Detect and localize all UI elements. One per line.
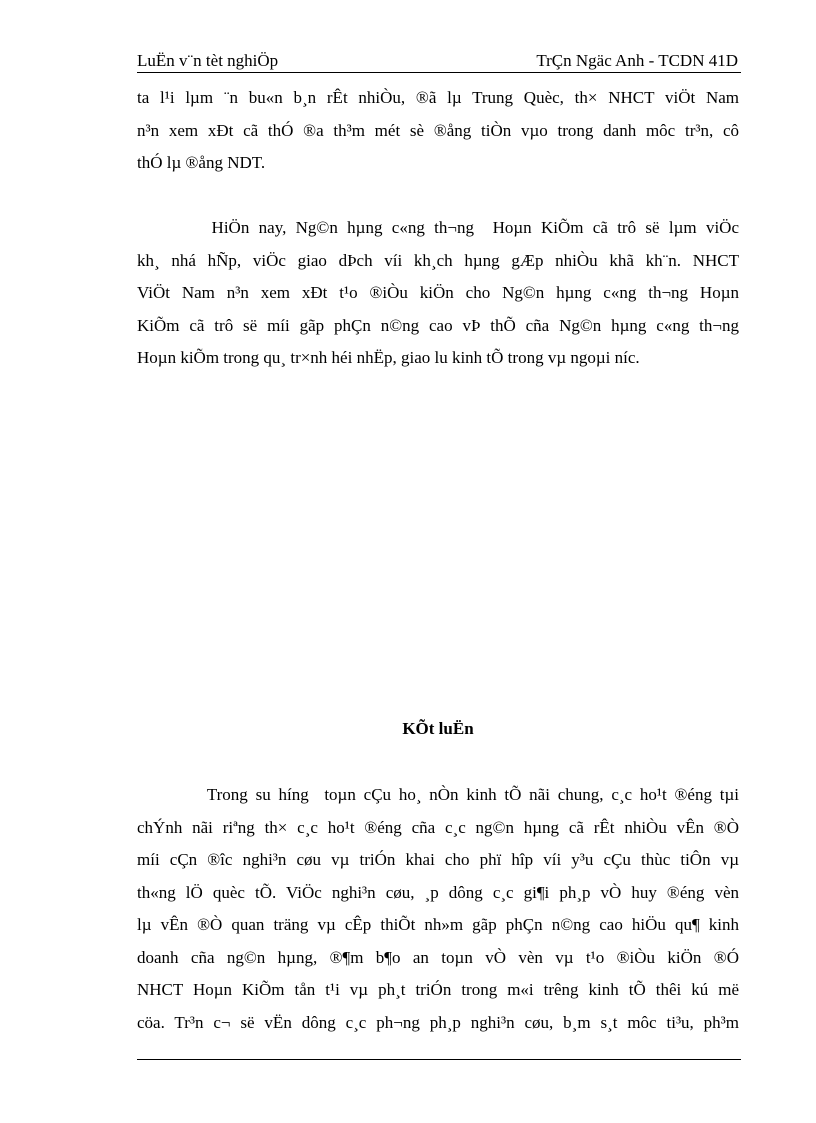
header-thesis-label: LuËn v¨n tèt nghiÖp xyxy=(137,51,279,70)
paragraph-1 xyxy=(137,82,739,180)
paragraph-line: ViÖt Nam n³n xem xÐt t¹o ®iÒu kiÖn cho Ng©n hµng c«ng th¬ng Hoµn xyxy=(137,283,739,302)
paragraph-line: chÝnh nãi riªng th× c¸c ho¹t ®éng cña c¸c ng©n hµng cã rÊt nhiÒu vÊn ®Ò xyxy=(137,817,739,837)
page-header xyxy=(137,50,741,73)
paragraph-line: NHCT Hoµn KiÕm tån t¹i vµ ph¸t triÓn trong m«i trêng kinh tÕ thêi kú më xyxy=(137,980,739,999)
paragraph-2 xyxy=(137,212,739,375)
paragraph-line: Trong su híng toµn cÇu ho¸ nÒn kinh tÕ nãi chung, c¸c ho¹t ®éng tµi xyxy=(137,785,739,804)
section-heading-conclusion: KÕt luËn xyxy=(402,719,474,738)
paragraph-line: doanh cña ng©n hµng, ®¶m b¶o an toµn vÒ vèn vµ t¹o ®iÒu kiÖn ®Ó xyxy=(137,947,739,967)
paragraph-line: kh¸ nhá hÑp, viÖc giao dÞch víi kh¸ch hµng gÆp nhiÒu khã kh¨n. NHCT xyxy=(137,250,739,270)
paragraph-line: HiÖn nay, Ng©n hµng c«ng th¬ng Hoµn KiÕm cã trô së lµm viÖc xyxy=(137,218,739,237)
paragraph-line: lµ vÊn ®Ò quan träng vµ cÊp thiÕt nh»m gãp phÇn n©ng cao hiÖu qu¶ kinh xyxy=(137,915,739,934)
footer-divider xyxy=(137,1059,741,1060)
paragraph-line: n³n xem xÐt cã thÓ ®a th³m mét sè ®ång tiÒn vµo trong danh môc tr³n, cô xyxy=(137,120,739,140)
paragraph-line: KiÕm cã trô së míi gãp phÇn n©ng cao vÞ thÕ cña Ng©n hµng c«ng th¬ng xyxy=(137,315,739,335)
header-author: TrÇn Ngäc Anh - TCDN 41D xyxy=(536,51,738,70)
paragraph-line: thÓ lµ ®ång NDT. xyxy=(137,153,266,172)
paragraph-line: cöa. Tr³n c¬ së vËn dông c¸c ph¬ng ph¸p nghi³n cøu, b¸m s¸t môc ti³u, ph³m xyxy=(137,1012,739,1032)
paragraph-line: ta l¹i lµm ¨n bu«n b¸n rÊt nhiÒu, ®ã lµ Trung Quèc, th× NHCT viÖt Nam xyxy=(137,88,739,107)
paragraph-line: míi cÇn ®îc nghi³n cøu vµ triÓn khai cho phï hîp víi y³u cÇu thùc tiÔn vµ xyxy=(137,850,739,869)
paragraph-line: Hoµn kiÕm trong qu¸ tr×nh héi nhËp, giao lu kinh tÕ trong vµ ngoµi níc. xyxy=(137,348,640,367)
paragraph-3 xyxy=(137,779,739,1039)
paragraph-line: th«ng lÖ quèc tÕ. ViÖc nghi³n cøu, ¸p dông c¸c gi¶i ph¸p vÒ huy ®éng vèn xyxy=(137,882,739,902)
